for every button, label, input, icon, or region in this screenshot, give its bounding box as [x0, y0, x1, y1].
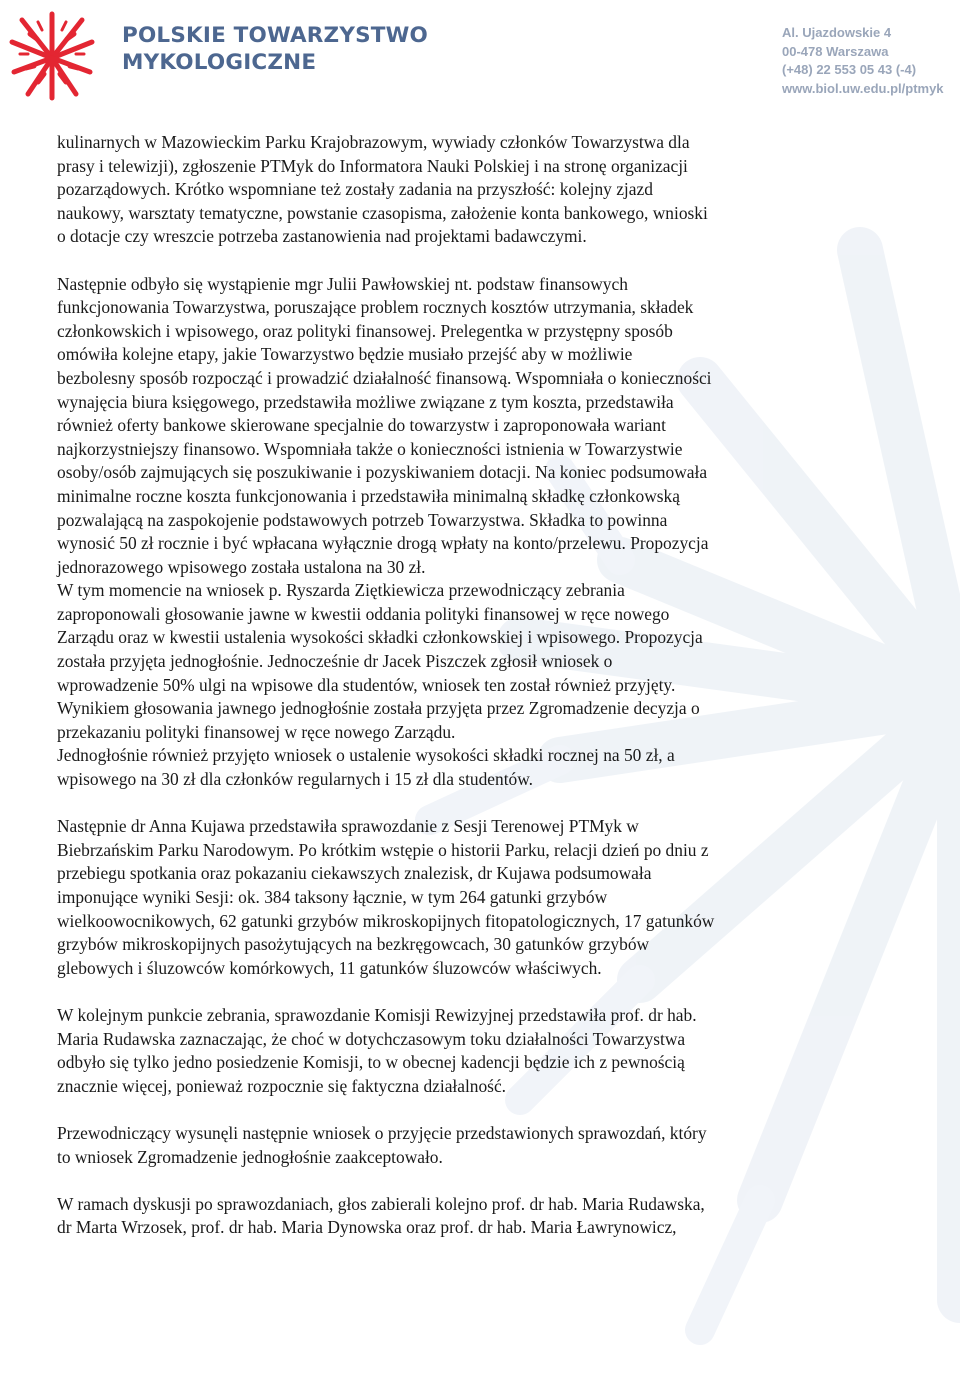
organization-name: [122, 22, 428, 76]
text-line: odbyło się tylko jedno posiedzenie Komisji, to w obecnej kadencji będzie ich z pewnością: [57, 1052, 685, 1073]
organization-name-line1: POLSKIE TOWARZYSTWO: [122, 23, 429, 48]
red-mushroom-emblem-icon: [8, 8, 96, 102]
text-line: znacznie więcej, ponieważ rozpocznie się faktyczna działalność.: [57, 1075, 507, 1096]
text-line: wielkoowocnikowych, 62 gatunki grzybów mikroskopijnych fitopatologicznych, 17 gatunków: [57, 910, 715, 931]
text-line: grzybów mikroskopijnych pasożytujących na bezkręgowcach, 30 gatunków grzybów: [57, 934, 650, 955]
text-line: członkowskich i wpisowego, oraz polityki finansowej. Prelegentka w przystępny sposób: [57, 320, 673, 341]
text-line: imponujące wyniki Sesji: ok. 384 taksony łącznie, w tym 264 gatunki grzybów: [57, 887, 608, 907]
text-line: W kolejnym punkcie zebrania, sprawozdanie Komisji Rewizyjnej przedstawiła prof. dr hab.: [57, 1004, 697, 1025]
text-line: zaproponowali głosowanie jawne w kwestii oddania polityki finansowej w ręce nowego: [57, 603, 670, 624]
text-line: wprowadzenie 50% ulgi na wpisowe dla studentów, wniosek ten został również przyjęty.: [57, 674, 676, 695]
text-line: to wniosek Zgromadzenie jednogłośnie zaakceptowało.: [57, 1146, 443, 1167]
paragraph: [57, 1122, 847, 1169]
text-line: przebiegu spotkania oraz pokazaniu ciekawszych znalezisk, dr Kujawa podsumowała: [57, 863, 652, 884]
text-line: wpisowego na 30 zł dla członków regularnych i 15 zł dla studentów.: [57, 769, 534, 790]
paragraph: [57, 131, 847, 249]
text-line: Następnie dr Anna Kujawa przedstawiła sprawozdanie z Sesji Terenowej PTMyk w: [57, 816, 639, 837]
text-line: Następnie odbyło się wystąpienie mgr Julii Pawłowskiej nt. podstaw finansowych: [57, 273, 628, 294]
text-line: dr Marta Wrzosek, prof. dr hab. Maria Dynowska oraz prof. dr hab. Maria Ławrynowicz,: [57, 1217, 677, 1238]
text-line: Jednogłośnie również przyjęto wniosek o ustalenie wysokości składki rocznej na 50 zł, a: [57, 745, 675, 766]
text-line: pozarządowych. Krótko wspomniane też zostały zadania na przyszłość: kolejny zjazd: [57, 179, 653, 200]
paragraph-spacer: [57, 980, 847, 1004]
text-line: W tym momencie na wniosek p. Ryszarda Ziętkiewicza przewodniczący zebrania: [57, 580, 625, 601]
contact-address: Al. Ujazdowskie 4: [782, 25, 892, 40]
document-body: [57, 131, 847, 1240]
text-line: glebowych i śluzowców komórkowych, 11 gatunków śluzowców właściwych.: [57, 957, 602, 978]
paragraph: [57, 815, 847, 980]
text-line: Maria Rudawska zaznaczając, że choć w dotychczasowym toku działalności Towarzystwa: [57, 1028, 686, 1049]
paragraph-spacer: [57, 1169, 847, 1193]
paragraph-spacer: [57, 792, 847, 816]
text-line: naukowy, warsztaty tematyczne, powstanie czasopisma, założenie konta bankowego, wnioski: [57, 202, 708, 223]
paragraph: [57, 1193, 847, 1240]
text-line: również oferty bankowe skierowane specjalnie do towarzystw i zaproponowała wariant: [57, 415, 666, 436]
text-line: osoby/osób zajmujących się poszukiwanie i pozyskiwaniem dotacji. Na koniec podsumowała: [57, 462, 708, 483]
text-line: wynajęcia biura księgowego, przedstawiła możliwe związane z tym koszta, przedstawiła: [57, 391, 674, 412]
text-line: jednorazowego wpisowego została ustalona na 30 zł.: [57, 556, 426, 577]
letterhead: [0, 0, 960, 110]
contact-info: [782, 24, 944, 98]
contact-phone: (+48) 22 553 05 43 (-4): [782, 62, 917, 77]
text-line: Przewodniczący wysunęli następnie wniosek o przyjęcie przedstawionych sprawozdań, który: [57, 1122, 707, 1143]
text-line: bezbolesny sposób rozpocząć i prowadzić działalność finansową. Wspomniała o konieczności: [57, 367, 712, 388]
text-line: Biebrzańskim Parku Narodowym. Po krótkim wstępie o historii Parku, relacji dzień po dniu z: [57, 839, 709, 860]
paragraph-spacer: [57, 249, 847, 273]
organization-name-line2: MYKOLOGICZNE: [122, 50, 317, 75]
contact-website[interactable]: www.biol.uw.edu.pl/ptmyk: [782, 80, 944, 96]
paragraph-spacer: [57, 1098, 847, 1122]
text-line: prasy i telewizji), zgłoszenie PTMyk do Informatora Nauki Polskiej i na stronę organizacji: [57, 155, 688, 176]
contact-city: 00-478 Warszawa: [782, 43, 889, 59]
text-line: Zarządu oraz w kwestii ustalenia wysokości składki członkowskiej i wpisowego. Propozycja: [57, 627, 703, 648]
text-line: została przyjęta jednogłośnie. Jednocześnie dr Jacek Piszczek zgłosił wniosek o: [57, 651, 613, 672]
text-line: funkcjonowania Towarzystwa, poruszające problem rocznych kosztów utrzymania, składek: [57, 297, 694, 318]
text-line: najkorzystniejszy finansowo. Wspomniała także o konieczności istnienia w Towarzystwie: [57, 438, 683, 459]
paragraph: [57, 1004, 847, 1098]
text-line: omówiła kolejne etapy, jakie Towarzystwo będzie musiało przejść aby w możliwie: [57, 344, 633, 365]
text-line: przekazaniu polityki finansowej w ręce nowego Zarządu.: [57, 721, 456, 742]
text-line: pozwalającą na zaspokojenie podstawowych potrzeb Towarzystwa. Składka to powinna: [57, 509, 668, 530]
text-line: W ramach dyskusji po sprawozdaniach, głos zabierali kolejno prof. dr hab. Maria Rudawska,: [57, 1193, 705, 1214]
text-line: wynosić 50 zł rocznie i być wpłacana wyłącznie drogą wpłaty na konto/przelewu. Propozycja: [57, 533, 709, 554]
paragraph: [57, 273, 847, 792]
text-line: kulinarnych w Mazowieckim Parku Krajobrazowym, wywiady członków Towarzystwa dla: [57, 132, 690, 152]
text-line: minimalne roczne koszta funkcjonowania i przedstawiła minimalną składkę członkowską: [57, 485, 680, 506]
text-line: o dotacje czy wreszcie potrzeba zastanowienia nad projektami badawczymi.: [57, 226, 587, 247]
text-line: Wynikiem głosowania jawnego jednogłośnie została przyjęta przez Zgromadzenie decyzja o: [57, 698, 700, 719]
